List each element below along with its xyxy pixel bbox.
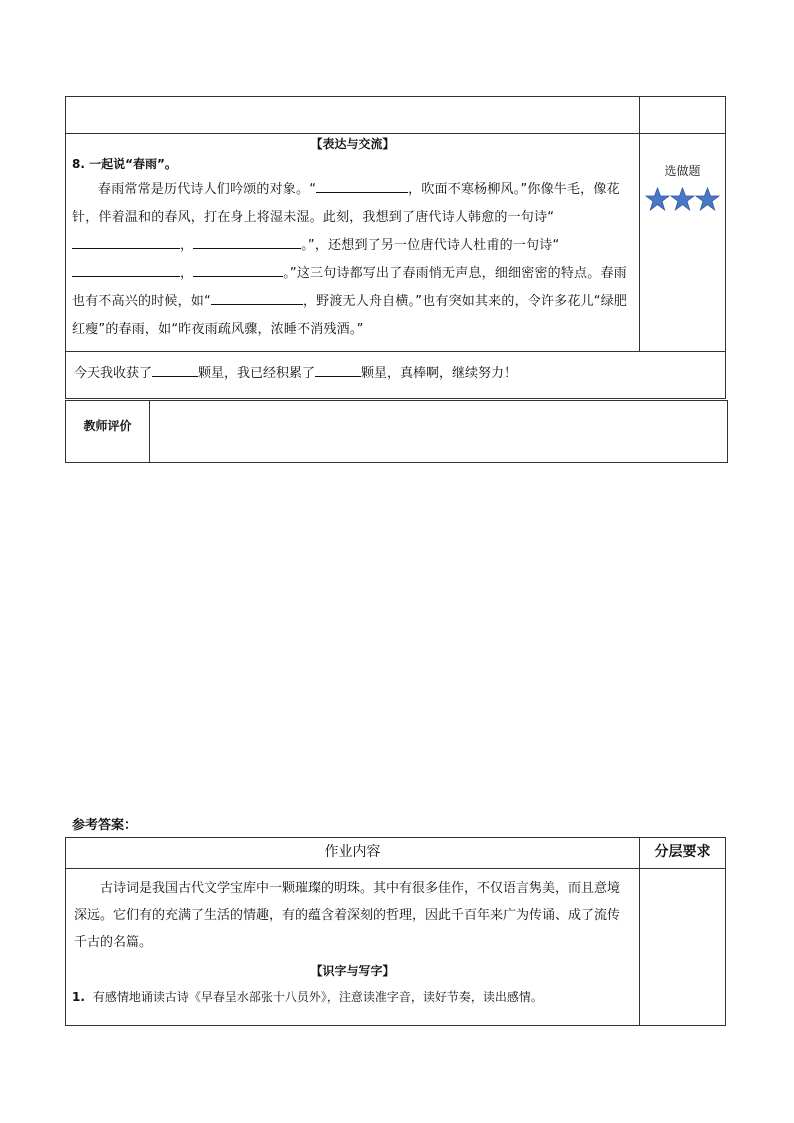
list-item xyxy=(72,988,631,1006)
teacher-eval-table xyxy=(65,400,728,463)
answers-content-cell xyxy=(66,869,640,1026)
req-header-cell xyxy=(640,838,726,869)
answer-blank[interactable] xyxy=(193,262,283,277)
answer-blank[interactable] xyxy=(72,262,180,277)
answer-blank[interactable] xyxy=(72,234,180,249)
teacher-label-cell xyxy=(66,401,150,463)
summary-text: 今天我收获了 颗星，我已经积累了 颗星，真棒啊，继续努力！ xyxy=(66,352,725,384)
star-total-blank[interactable] xyxy=(315,362,361,377)
answers-table xyxy=(65,837,726,1026)
answer-blank[interactable] xyxy=(211,290,303,305)
question-title: 8. 一起说“春雨”。 xyxy=(72,157,177,171)
teacher-eval-label: 教师评价 xyxy=(83,419,132,433)
question-row xyxy=(66,134,726,352)
answer-blank[interactable] xyxy=(316,178,408,193)
answers-header-row xyxy=(66,838,726,869)
empty-row xyxy=(66,97,726,134)
star-rating xyxy=(640,187,725,211)
answers-req-cell xyxy=(640,869,726,1026)
answers-body-row xyxy=(66,869,726,1026)
requirements-column-header: 分层要求 xyxy=(654,844,711,860)
answers-title: 参考答案： xyxy=(72,818,138,833)
content-column-header: 作业内容 xyxy=(324,844,381,860)
star-icon xyxy=(670,187,695,211)
empty-cell xyxy=(66,97,640,134)
section-heading: 【表达与交流】 xyxy=(310,137,395,151)
literacy-heading: 【识字与写字】 xyxy=(310,964,395,978)
optional-label: 选做题 xyxy=(664,164,701,178)
star-icon xyxy=(695,187,720,211)
star-count-blank[interactable] xyxy=(152,362,198,377)
item-text: 有感情地诵读古诗《早春呈水部张十八员外》，注意读准字音，读好节奏，读出感情。 xyxy=(92,990,543,1004)
teacher-eval-field[interactable] xyxy=(150,401,728,463)
content-header-cell xyxy=(66,838,640,869)
question-paragraph: 春雨常常是历代诗人们吟颂的对象。“ ，吹面不寒杨柳风。”你像牛毛，像花针，伴着温和的春风，打在身上将湿未湿。此刻，我想到了唐代诗人韩愈的一句诗“， 。”，还想到了另一位唐代诗人杜甫的一句诗“， 。”这三句诗都写出了春雨悄无声息，细细密密的特点。春雨也有不高兴的时候，如“ ，野渡无人舟自横。”也有突如其来的，令许多花儿“绿肥红瘦”的春雨，如“昨夜雨疏风骤，浓睡不消残酒。” xyxy=(72,176,631,344)
star-icon xyxy=(645,187,670,211)
question-cell xyxy=(66,134,640,352)
item-number: 1. xyxy=(72,990,85,1004)
summary-cell xyxy=(66,352,726,399)
difficulty-cell xyxy=(640,134,726,352)
empty-side-cell xyxy=(640,97,726,134)
exercise-table xyxy=(65,96,726,399)
answer-blank[interactable] xyxy=(193,234,301,249)
intro-paragraph: 古诗词是我国古代文学宝库中一颗璀璨的明珠。其中有很多佳作，不仅语言隽美，而且意境深远。它们有的充满了生活的情趣，有的蕴含着深刻的哲理，因此千百年来广为传诵、成了流传千古的名篇。 xyxy=(74,881,621,950)
summary-row xyxy=(66,352,726,399)
